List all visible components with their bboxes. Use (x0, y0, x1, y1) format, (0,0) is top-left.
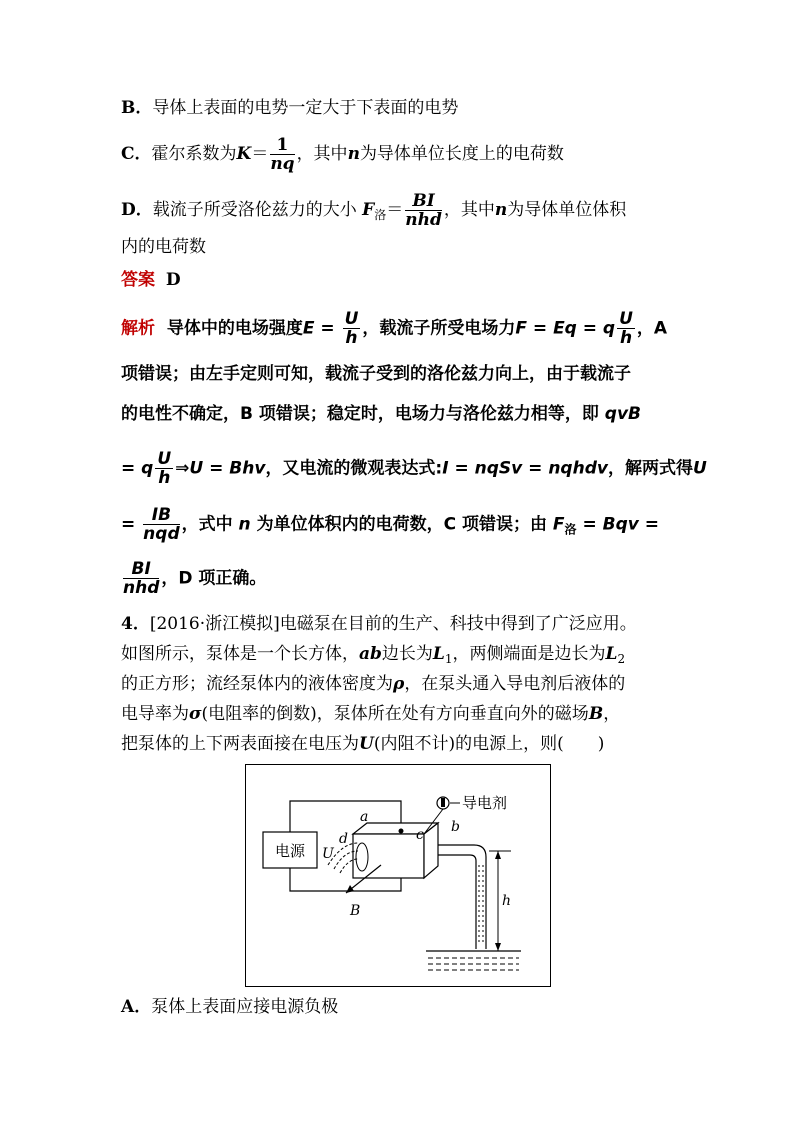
label-c: c (416, 827, 424, 843)
label-d: d (339, 831, 348, 847)
analysis-line-6 (121, 560, 266, 597)
var-n: n (347, 144, 360, 164)
option-text: 为导体单位体积 (507, 200, 627, 220)
agent-bottle-stem (441, 798, 445, 807)
option-text: ，其中 (296, 144, 348, 164)
outlet-pipe-inner (438, 855, 476, 949)
question-text: ，在泵头通入导电剂后液体的 (404, 674, 626, 694)
fraction (270, 136, 294, 173)
analysis-line-5 (121, 506, 659, 543)
question-text: ，两侧端面是边长为 (452, 644, 606, 664)
var-u: U (359, 734, 374, 754)
formula: = Bqv = (576, 514, 659, 535)
denominator: h (619, 328, 633, 348)
equals: ＝ (386, 200, 404, 220)
question-line-1 (121, 612, 637, 636)
formula: I = nqSv = nqhdv (442, 458, 608, 479)
answer-label: 答案 (121, 270, 155, 290)
analysis-text: 的电性不确定，B 项错误；稳定时，电场力与洛伦兹力相等，即 (121, 404, 599, 424)
question-line-4 (121, 702, 620, 726)
var-l1: L (432, 644, 445, 664)
formula: = q (121, 458, 154, 479)
question-line-3 (121, 672, 625, 696)
question-text: 的正方形；流经泵体内的液体密度为 (121, 674, 393, 694)
analysis-text: 项错误；由左手定则可知，载流子受到的洛伦兹力向上，由于载流子 (121, 364, 631, 384)
question-line-2 (121, 642, 625, 671)
option-text: 导体上表面的电势一定大于下表面的电势 (152, 98, 459, 118)
denominator: nhd (123, 578, 160, 598)
pump-diagram (246, 765, 550, 986)
numerator: U (157, 449, 172, 469)
answer (121, 268, 181, 292)
label-h: h (502, 893, 512, 909)
fraction (343, 310, 361, 347)
analysis-line-2 (121, 362, 631, 386)
analysis-label: 解析 (121, 318, 155, 339)
var-l2: L (605, 644, 618, 664)
arrow-head (495, 851, 501, 859)
question-text: 边长为 (381, 644, 433, 664)
numerator: BI (123, 560, 159, 579)
question-source: [2016·浙江模拟] (149, 614, 280, 634)
question-number: 4． (121, 614, 150, 634)
analysis-line-1 (121, 310, 667, 347)
label-a: a (360, 809, 369, 825)
arrow-head (495, 943, 501, 951)
option-text: 为导体单位长度上的电荷数 (359, 144, 564, 164)
label-b-field: B (350, 903, 361, 919)
subscript: 2 (617, 652, 626, 666)
var-e: E (302, 318, 315, 339)
option-text: 泵体上表面应接电源负极 (151, 997, 339, 1017)
option-text: 内的电荷数 (121, 237, 206, 257)
numerator: BI (405, 192, 442, 211)
contact-dot (399, 829, 404, 834)
equals: = (121, 514, 142, 535)
fraction (155, 450, 173, 487)
var-rho: ρ (393, 674, 405, 694)
label-u: U (322, 846, 334, 862)
numerator: IB (143, 506, 179, 525)
inlet-ellipse (356, 843, 368, 871)
option-text: 载流子所受洛伦兹力的大小 (152, 200, 357, 220)
analysis-text: 导体中的电场强度 (166, 318, 303, 339)
option-letter: B． (121, 98, 153, 118)
question-text: 电导率为 (121, 704, 189, 724)
var-k: K (236, 144, 252, 164)
subscript: 1 (444, 652, 453, 666)
option-text: 霍尔系数为 (151, 144, 237, 164)
formula: qvB (604, 404, 642, 424)
option-d (121, 192, 626, 229)
numerator: 1 (270, 136, 294, 155)
option-a (121, 995, 338, 1019)
analysis-text: ，载流子所受电场力 (362, 318, 516, 339)
label-b: b (451, 819, 460, 835)
var-ab: ab (359, 644, 382, 664)
option-text: ，其中 (443, 200, 495, 220)
equals: = (314, 318, 341, 339)
option-b (121, 96, 458, 120)
subscript: 洛 (564, 522, 577, 537)
fraction (617, 310, 635, 347)
var-b: B (588, 704, 604, 724)
analysis-text: ，又电流的微观表达式: (265, 458, 443, 479)
pump-figure (245, 764, 551, 987)
analysis-text: 为单位体积内的电荷数，C 项错误；由 (256, 514, 547, 535)
answer-value: D (165, 270, 181, 290)
denominator: h (158, 468, 171, 488)
var-f: F (362, 200, 375, 220)
denominator: nqd (143, 524, 180, 544)
denominator: h (345, 328, 358, 348)
denominator: nq (270, 154, 295, 174)
var-n: n (494, 200, 508, 220)
analysis-text: ，D 项正确。 (161, 568, 267, 589)
question-text: 电磁泵在目前的生产、科技中得到了广泛应用。 (279, 614, 637, 634)
arrow-head (346, 885, 354, 893)
var-f: F (552, 514, 565, 535)
numerator: U (619, 309, 633, 329)
option-letter: A． (121, 997, 152, 1017)
option-d-cont (121, 235, 206, 259)
option-letter: C． (121, 144, 152, 164)
formula: F = Eq = q (515, 318, 616, 339)
agent-label: 导电剂 (462, 794, 508, 812)
question-text: (电阻率的倒数)，泵体所在处有方向垂直向外的磁场 (201, 704, 589, 724)
fraction (405, 192, 442, 229)
question-text: (内阻不计)的电源上，则( ) (373, 734, 605, 754)
var-u: U (692, 458, 707, 479)
denominator: nhd (405, 210, 442, 230)
equals: ＝ (251, 144, 269, 164)
analysis-text: ，式中 (181, 514, 233, 535)
power-label: 电源 (274, 842, 306, 860)
var-n: n (238, 514, 251, 535)
var-sigma: σ (189, 704, 202, 724)
subscript: 洛 (374, 208, 387, 222)
analysis-text: ，解两式得 (607, 458, 693, 479)
option-letter: D． (121, 200, 153, 220)
question-text: ， (603, 704, 621, 724)
fraction (143, 506, 179, 543)
question-text: 把泵体的上下两表面接在电压为 (121, 734, 359, 754)
option-c (121, 136, 564, 173)
question-text: 如图所示，泵体是一个长方体， (121, 644, 359, 664)
question-line-5 (121, 732, 604, 756)
analysis-line-4 (121, 450, 707, 487)
analysis-text: ，A (636, 318, 668, 339)
fraction (123, 560, 159, 597)
analysis-line-3 (121, 402, 641, 426)
formula: ⇒U = Bhv (175, 458, 266, 479)
numerator: U (344, 309, 359, 329)
